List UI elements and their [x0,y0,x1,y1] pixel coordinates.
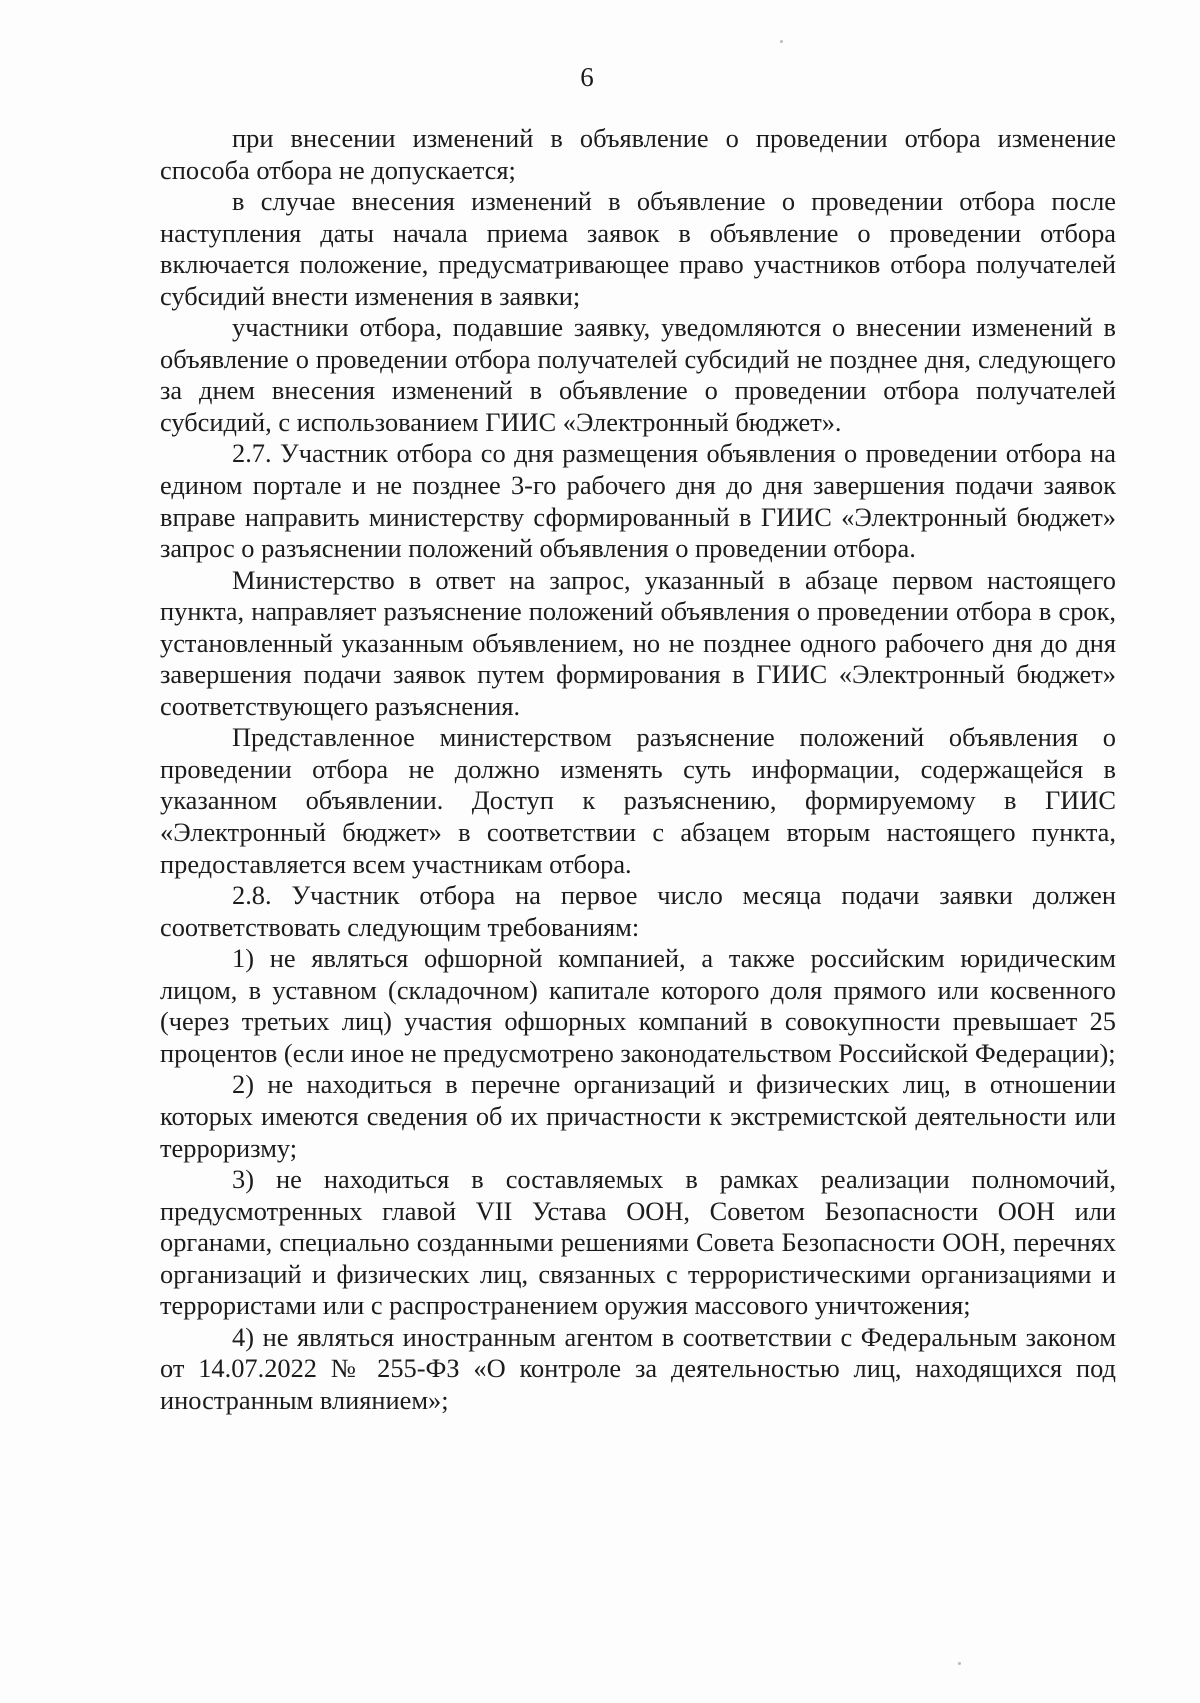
scan-speck [958,1662,961,1665]
paragraph-2-7: 2.7. Участник отбора со дня размещения объявления о проведении отбора на едином портале и не позднее 3-го рабочего дня до дня завершения подачи заявок вправе направить министерству сформированный в ГИИС «Электронный бюджет» запрос о разъяснении положений объявления о проведении отбора. [160,438,1116,564]
paragraph-change-after-start: в случае внесения изменений в объявление о проведении отбора после наступления даты начала приема заявок в объявление о проведении отбора включается положение, предусматривающее право участников отбора получателей субсидий внести изменения в заявки; [160,186,1116,311]
scan-speck [780,40,783,43]
page-number: 6 [580,62,594,92]
paragraph-2-8: 2.8. Участник отбора на первое число месяца подачи заявки должен соответствовать следующим требованиям: [160,880,1116,942]
requirement-item-1: 1) не являться офшорной компанией, а также российским юридическим лицом, в уставном (складочном) капитале которого доля прямого или косвенного (через третьих лиц) участия офшорных компаний в совокупности превышает 25 процентов (если иное не предусмотрено законодательством Российской Федерации); [160,943,1116,1068]
document-body [160,123,1116,1416]
paragraph-clarification-access: Представленное министерством разъяснение положений объявления о проведении отбора не должно изменять суть информации, содержащейся в указанном объявлении. Доступ к разъяснению, формируемому в ГИИС «Электронный бюджет» в соответствии с абзацем вторым настоящего пункта, предоставляется всем участникам отбора. [160,722,1116,879]
paragraph-change-method-prohibited: при внесении изменений в объявление о проведении отбора изменение способа отбора не допускается; [160,123,1116,185]
requirement-item-4: 4) не являться иностранным агентом в соответствии с Федеральным законом от 14.07.2022 № 255-ФЗ «О контроле за деятельностью лиц, находящихся под иностранным влиянием»; [160,1321,1116,1415]
requirement-item-2: 2) не находиться в перечне организаций и физических лиц, в отношении которых имеются сведения об их причастности к экстремистской деятельности или терроризму; [160,1069,1116,1163]
requirement-item-3: 3) не находиться в составляемых в рамках реализации полномочий, предусмотренных главой VII Устава ООН, Советом Безопасности ООН или органами, специально созданными решениями Совета Безопасности ООН, перечнях организаций и физических лиц, связанных с террористическими организациями и террористами или с распространением оружия массового уничтожения; [160,1164,1116,1321]
paragraph-ministry-response: Министерство в ответ на запрос, указанный в абзаце первом настоящего пункта, направляет разъяснение положений объявления о проведении отбора в срок, установленный указанным объявлением, но не позднее одного рабочего дня до дня завершения подачи заявок путем формирования в ГИИС «Электронный бюджет» соответствующего разъяснения. [160,564,1116,721]
paragraph-participants-notified: участники отбора, подавшие заявку, уведомляются о внесении изменений в объявление о проведении отбора получателей субсидий не позднее дня, следующего за днем внесения изменений в объявление о проведении отбора получателей субсидий, с использованием ГИИС «Электронный бюджет». [160,312,1116,437]
